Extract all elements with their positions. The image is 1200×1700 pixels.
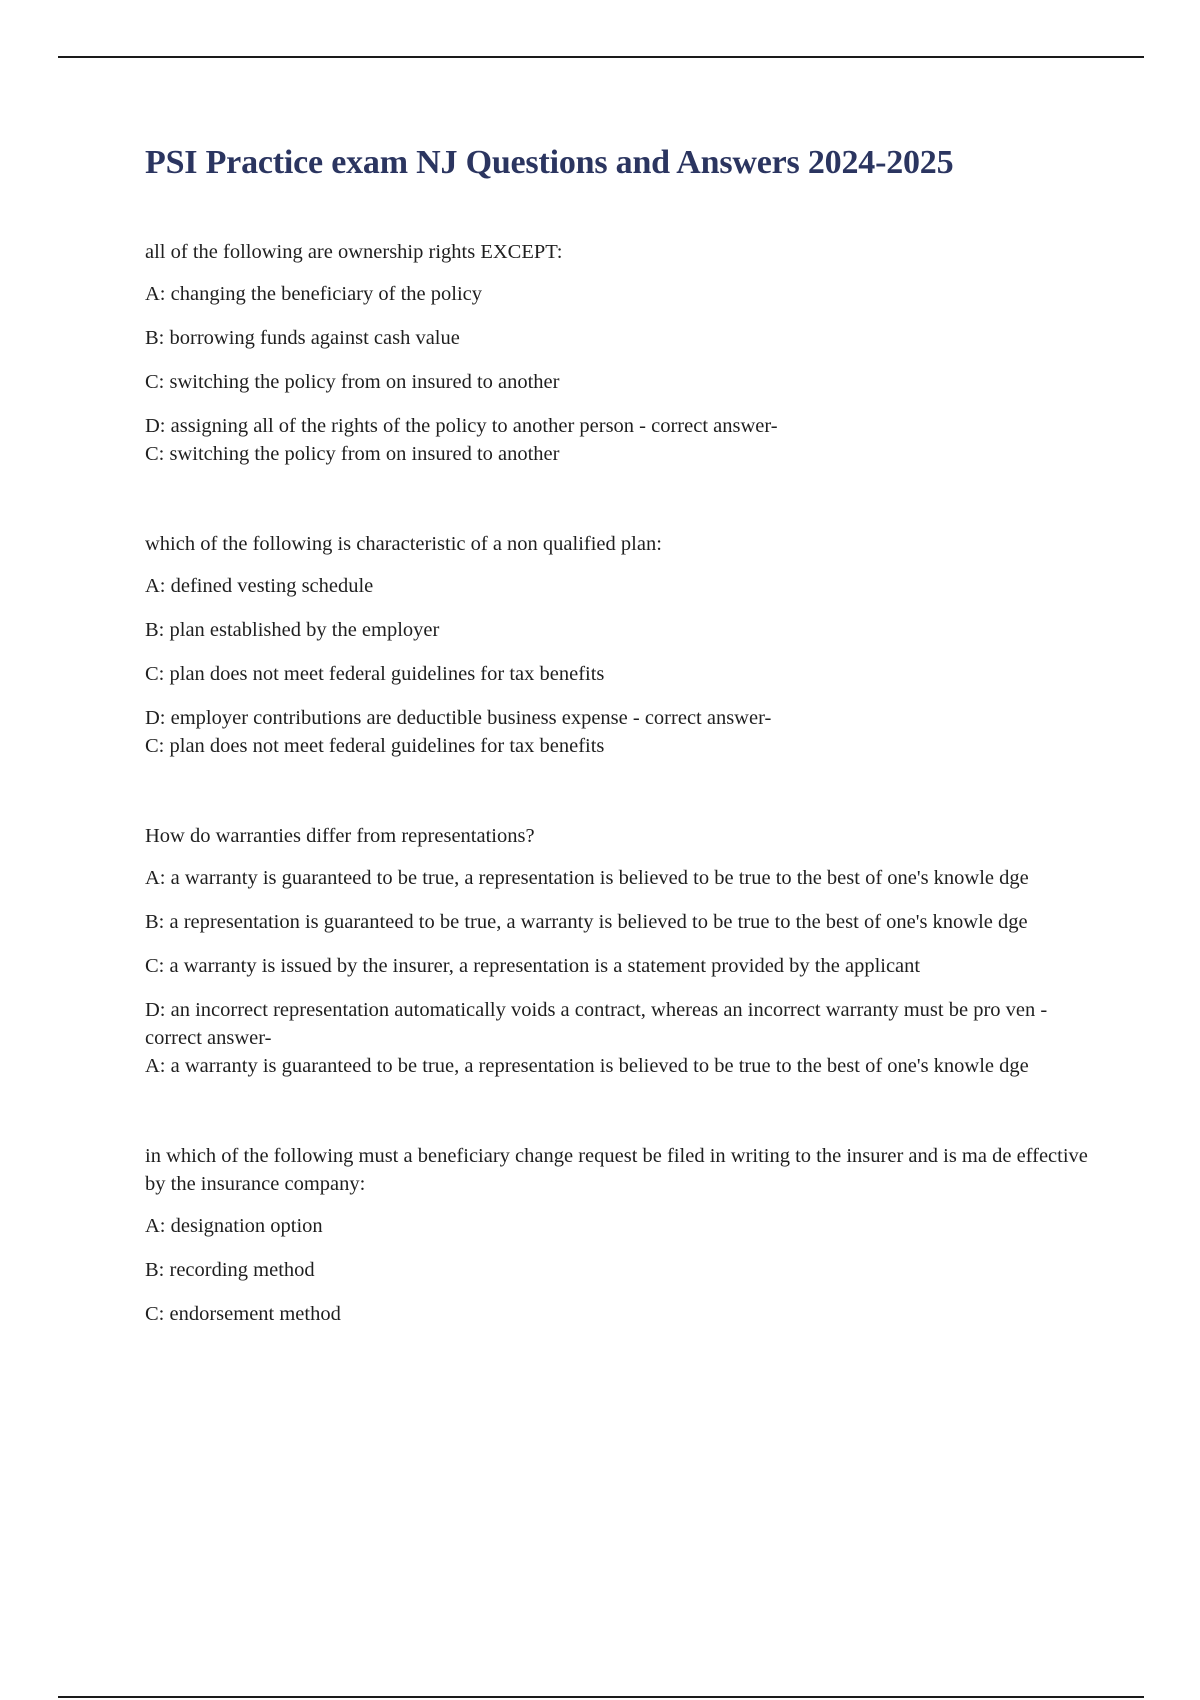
correct-answer: A: a warranty is guaranteed to be true, a representation is believed to be true to the best of one's knowle dge (145, 1055, 1029, 1077)
document-body (145, 144, 1090, 1328)
question-prompt: How do warranties differ from representations? (145, 825, 535, 847)
correct-answer: C: switching the policy from on insured to another (145, 443, 560, 465)
question-prompt: all of the following are ownership rights EXCEPT: (145, 241, 563, 263)
question-prompt: in which of the following must a beneficiary change request be filed in writing to the insurer and is ma de effective by the insurance company: (145, 1145, 1088, 1195)
option-c: C: switching the policy from on insured to another (145, 371, 560, 393)
question-block-2 (145, 530, 1090, 760)
option-c: C: plan does not meet federal guidelines for tax benefits (145, 663, 605, 685)
option-a: A: defined vesting schedule (145, 575, 374, 597)
option-c: C: a warranty is issued by the insurer, a representation is a statement provided by the applicant (145, 955, 921, 977)
option-b: B: recording method (145, 1259, 315, 1281)
option-d: D: assigning all of the rights of the policy to another person - correct answer- (145, 415, 778, 437)
option-a: A: a warranty is guaranteed to be true, a representation is believed to be true to the best of one's knowle dge (145, 867, 1029, 889)
option-a: A: designation option (145, 1215, 323, 1237)
question-block-4 (145, 1142, 1090, 1328)
option-d: D: an incorrect representation automatically voids a contract, whereas an incorrect warranty must be pro ven - correct answer- (145, 999, 1048, 1049)
question-block-3 (145, 822, 1090, 1080)
option-c: C: endorsement method (145, 1303, 341, 1325)
option-b: B: plan established by the employer (145, 619, 440, 641)
option-b: B: a representation is guaranteed to be true, a warranty is believed to be true to the best of one's knowle dge (145, 911, 1028, 933)
correct-answer: C: plan does not meet federal guidelines for tax benefits (145, 735, 605, 757)
option-d: D: employer contributions are deductible business expense - correct answer- (145, 707, 772, 729)
top-rule (58, 56, 1144, 58)
option-a: A: changing the beneficiary of the policy (145, 283, 482, 305)
document-title: PSI Practice exam NJ Questions and Answers 2024-2025 (145, 144, 954, 181)
option-b: B: borrowing funds against cash value (145, 327, 460, 349)
question-prompt: which of the following is characteristic of a non qualified plan: (145, 533, 662, 555)
bottom-rule (58, 1696, 1144, 1698)
question-block-1 (145, 238, 1090, 468)
